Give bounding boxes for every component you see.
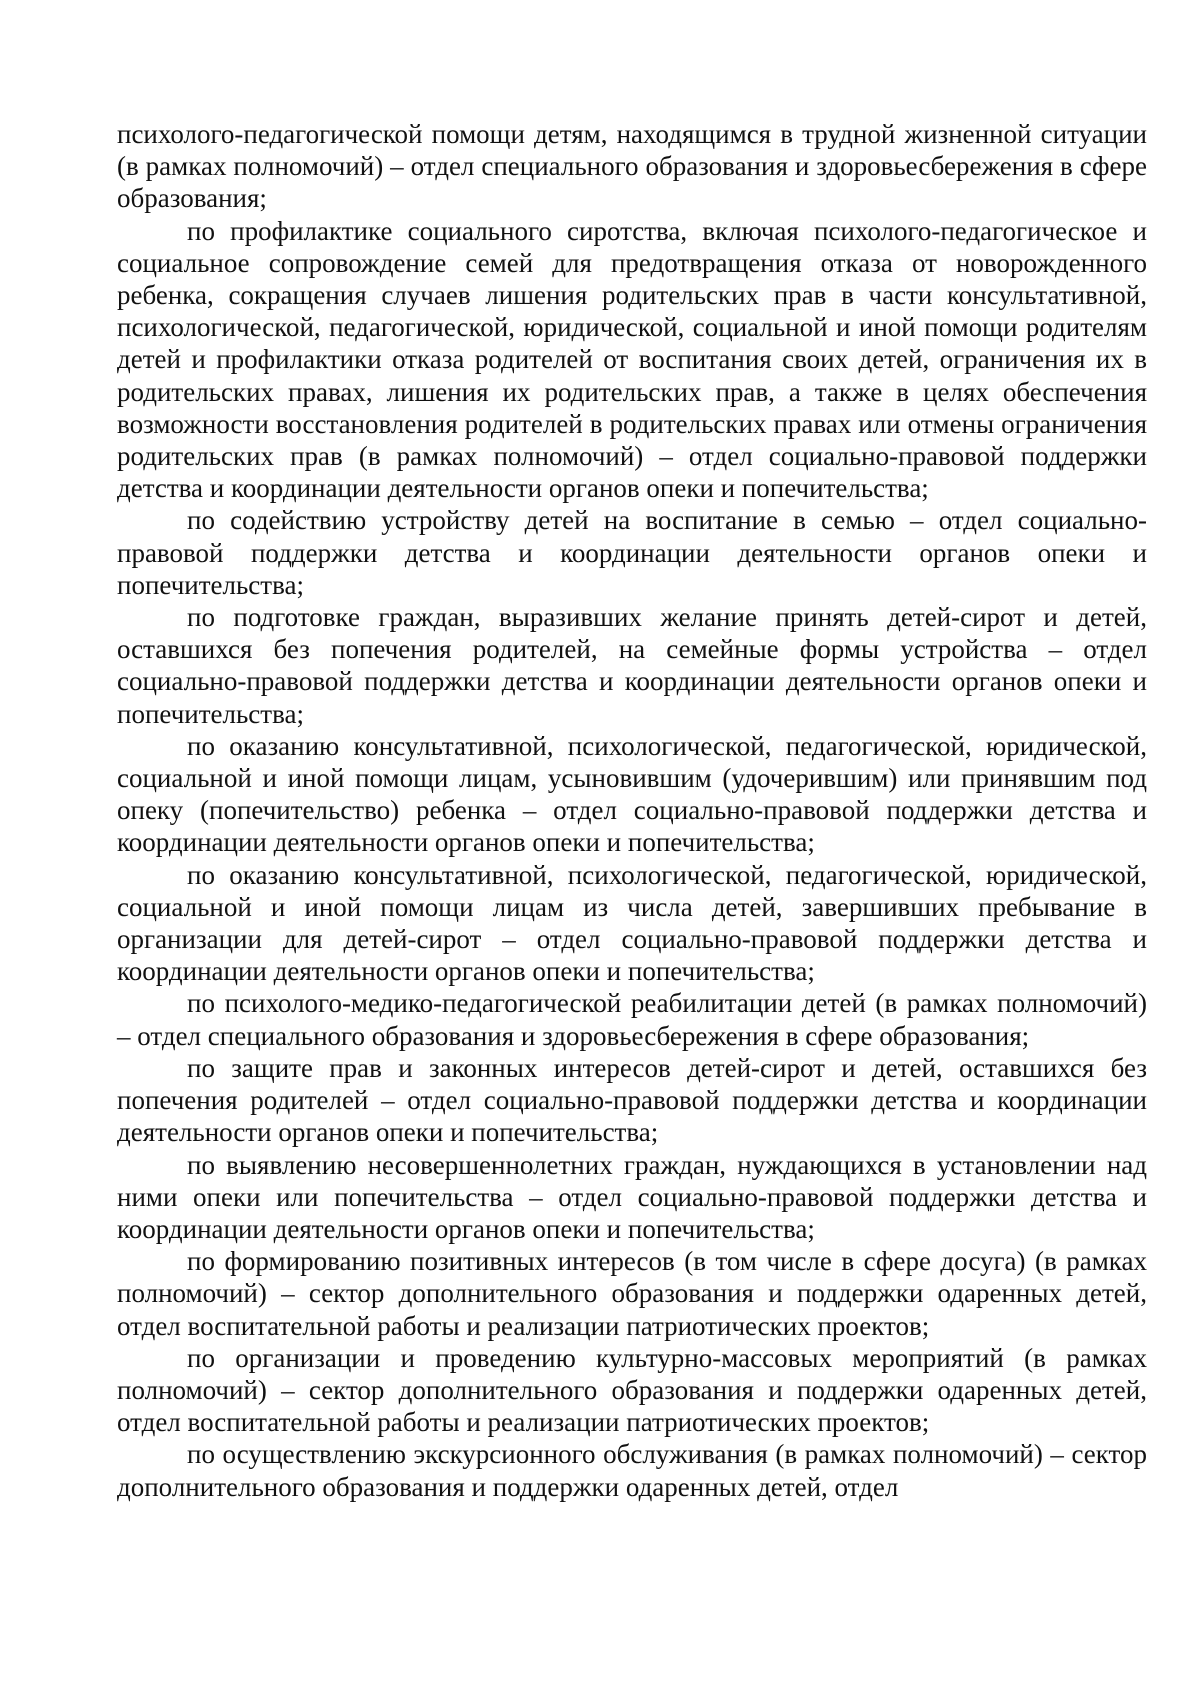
paragraph-continuation: психолого-педагогической помощи детям, находящимся в трудной жизненной ситуации (в рамках полномочий) – отдел специального образования и здоровьесбережения в сфере образования; xyxy=(117,119,1147,214)
paragraph-family-placement: по содействию устройству детей на воспитание в семью – отдел социально-правовой поддержки детства и координации деятельности органов опеки и попечительства; xyxy=(117,505,1147,600)
paragraph-rights-protection: по защите прав и законных интересов детей-сирот и детей, оставшихся без попечения родителей – отдел социально-правовой поддержки детства и координации деятельности органов опеки и попечительства; xyxy=(117,1052,1147,1148)
paragraph-social-orphanhood-prevention: по профилактике социального сиротства, включая психолого-педагогическое и социальное сопровождение семей для предотвращения отказа от новорожденного ребенка, сокращения случаев лишения родительских прав в части консультативной, психологической, педагогической, юридической, социальной и иной помощи родителям детей и профилактики отказа родителей от воспитания своих детей, ограничения их в родительских правах, лишения их родительских прав, а также в целях обеспечения возможности восстановления родителей в родительских правах или отмены ограничения родительских прав (в рамках полномочий) – отдел социально-правовой поддержки детства и координации деятельности органов опеки и попечительства; xyxy=(117,215,1147,504)
paragraph-rehabilitation: по психолого-медико-педагогической реабилитации детей (в рамках полномочий) – отдел специального образования и здоровьесбережения в сфере образования; xyxy=(117,988,1147,1051)
paragraph-citizen-preparation: по подготовке граждан, выразивших желание принять детей-сирот и детей, оставшихся без попечения родителей, на семейные формы устройства – отдел социально-правовой поддержки детства и координации деятельности органов опеки и попечительства; xyxy=(117,602,1147,729)
paragraph-cultural-events: по организации и проведению культурно-массовых мероприятий (в рамках полномочий) – сектор дополнительного образования и поддержки одаренных детей, отдел воспитательной работы и реализации патриотических проектов; xyxy=(117,1342,1147,1438)
paragraph-graduate-assistance: по оказанию консультативной, психологической, педагогической, юридической, социальной и иной помощи лицам из числа детей, завершивших пребывание в организации для детей-сирот – отдел социально-правовой поддержки детства и координации деятельности органов опеки и попечительства; xyxy=(117,859,1147,987)
paragraph-positive-interests: по формированию позитивных интересов (в том числе в сфере досуга) (в рамках полномочий) – сектор дополнительного образования и поддержки одаренных детей, отдел воспитательной работы и реализации патриотических проектов; xyxy=(117,1246,1147,1341)
paragraph-excursion-service: по осуществлению экскурсионного обслуживания (в рамках полномочий) – сектор дополнительного образования и поддержки одаренных детей, отдел xyxy=(117,1439,1147,1502)
paragraph-identification: по выявлению несовершеннолетних граждан, нуждающихся в установлении над ними опеки или попечительства – отдел социально-правовой поддержки детства и координации деятельности органов опеки и попечительства; xyxy=(117,1149,1147,1244)
paragraph-adoptive-assistance: по оказанию консультативной, психологической, педагогической, юридической, социальной и иной помощи лицам, усыновившим (удочерившим) или принявшим под опеку (попечительство) ребенка – отдел социально-правовой поддержки детства и координации деятельности органов опеки и попечительства; xyxy=(117,730,1147,858)
document-page xyxy=(117,118,1147,1503)
